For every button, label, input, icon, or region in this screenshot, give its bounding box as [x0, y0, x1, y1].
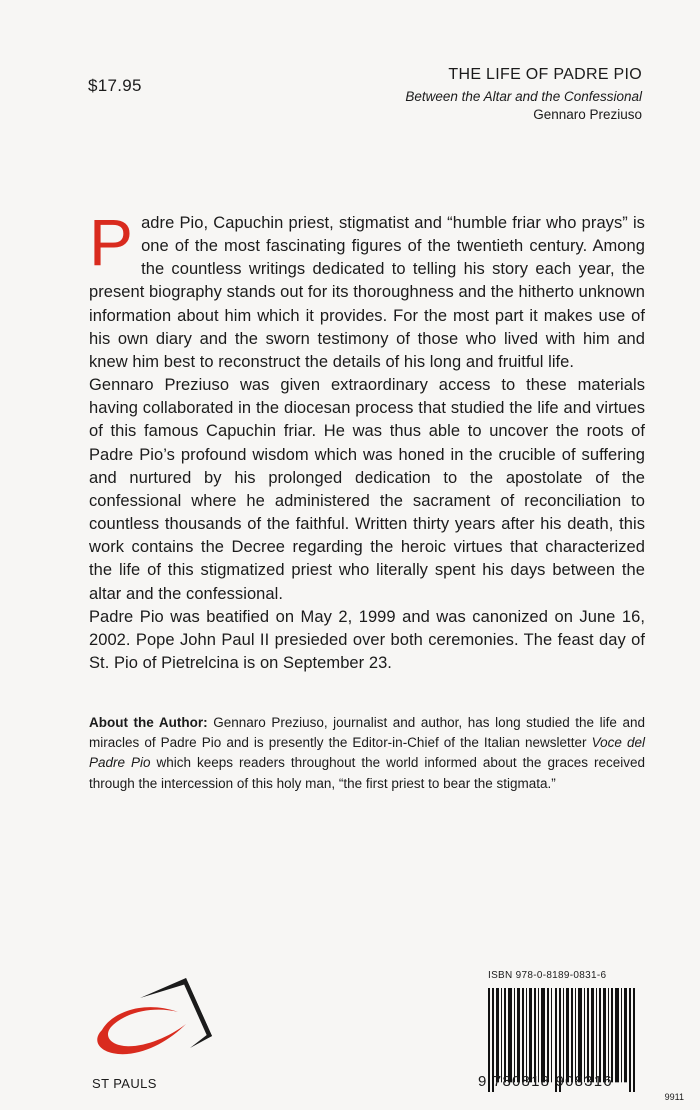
newsletter-name: Voce del Padre Pio: [89, 735, 645, 771]
about-label: About the Author:: [89, 715, 208, 730]
description-paragraph-1: [89, 205, 645, 374]
isbn-barcode-block: [478, 970, 643, 1090]
publisher-name: ST PAULS: [92, 1076, 157, 1091]
book-subtitle: Between the Altar and the Confessional: [405, 89, 642, 104]
drop-cap: P: [89, 205, 134, 279]
title-block: [405, 64, 642, 124]
book-title: THE LIFE OF PADRE PIO: [448, 66, 642, 83]
book-author: Gennaro Preziuso: [533, 107, 642, 122]
description-paragraph-2: Gennaro Preziuso was given extraordinary access to these materials having collaborated in the diocesan process that studied the life and virtues of this famous Capuchin friar. He was thus able to uncover the roots of Padre Pio’s profound wisdom which was honed in the crucible of suffering and nurtured by his prolonged dedication to the apostolate of the confessional where he administered the sacrament of reconciliation to countless thousands of the faithful. Written thirty years after his death, this work contains the Decree regarding the heroic virtues that characterized the life of this stigmatized priest who literally spent his days between the altar and the confessional.: [89, 376, 645, 603]
description-paragraph-3: Padre Pio was beatified on May 2, 1999 and was canonized on June 16, 2002. Pope John Paul II presieded over both ceremonies. The feast day of St. Pio of Pietrelcina is on September 23.: [89, 607, 645, 672]
st-pauls-logo-icon: [82, 960, 222, 1070]
code-number: 9911: [664, 1092, 684, 1102]
paragraph-1-text: adre Pio, Capuchin priest, stigmatist and “humble friar who prays” is one of the most fascinating figures of the twentieth century. Among the countless writings dedicated to telling his story each year, the present biography stands out for its thoroughness and the hitherto unknown information about him which it provides. For the most part it makes use of his own diary and the sworn testimony of those who lived with him and knew him best to reconstruct the details of his long and fruitful life.: [89, 214, 645, 371]
about-text-1: Gennaro Preziuso, journalist and author, has long studied the life and miracles of Padre Pio and is presently the Editor-in-Chief of the Italian newsletter: [89, 715, 645, 751]
about-text-2: which keeps readers throughout the world informed about the graces received through the intercession of this holy man, “the first priest to bear the stigmata.”: [89, 755, 645, 791]
barcode-digits: 9 780818 908316: [478, 1073, 613, 1090]
description: [89, 205, 645, 675]
about-the-author: [89, 713, 645, 794]
isbn-label: ISBN 978-0-8189-0831-6: [488, 970, 607, 981]
price: $17.95: [88, 76, 142, 95]
